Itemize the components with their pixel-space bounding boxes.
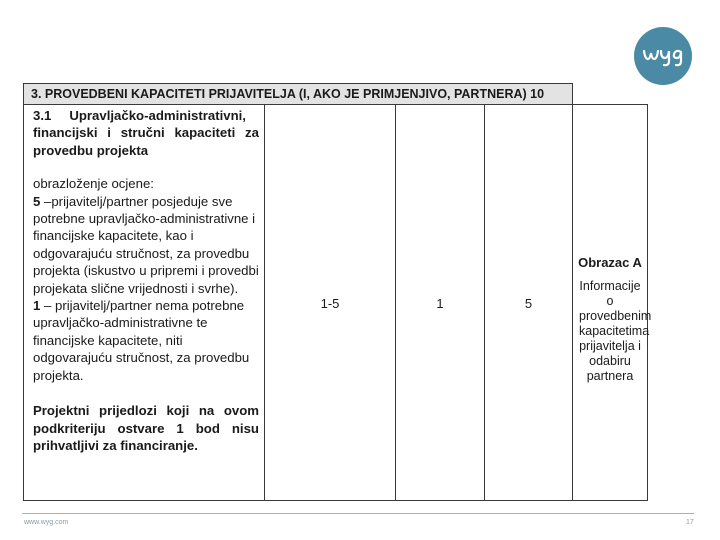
form-reference-cell [573,105,652,501]
explanation-label: obrazloženje ocjene: [33,176,154,192]
score-5-description: 5 –prijavitelj/partner posjeduje sve potrebne upravljačko-administrativne i financijske kapacitete, kao i odgovarajuću stručnost, za provedbu projekta (iskustvo u pripremi i provedbi projekata slične vrijednosti i svrhe). [33,193,259,296]
max-score-cell: 5 [485,105,573,501]
eligibility-note: Projektni prijedlozi koji na ovom podkriteriju ostvare 1 bod nisu prihvatljivi za financiranje. [33,403,259,453]
footer-website: www.wyg.com [24,519,69,526]
form-description: Informacije o provedbenim kapacitetima prijavitelja i odabiru partnera [579,279,652,383]
form-title: Obrazac A [578,255,642,270]
page-number: 17 [686,519,694,526]
score-range-cell: 1-5 [265,105,396,501]
wyg-logo [634,27,692,85]
section-header: 3. PROVEDBENI KAPACITETI PRIJAVITELJA (I, AKO JE PRIMJENJIVO, PARTNERA) 10 [24,84,573,105]
criteria-table [23,83,652,501]
footer-divider [22,513,694,514]
criterion-number: 3.1 [33,108,52,123]
criterion-description [24,105,265,501]
criterion-title: 3.1 Upravljačko-administrativni, financijski i stručni kapaciteti za provedbu projekta [33,108,259,158]
score-1-description: 1 – prijavitelj/partner nema potrebne upravljačko-administrativne te financijske kapacitete, niti odgovarajuću stručnost, za provedbu projekta. [33,298,250,383]
min-score-cell: 1 [396,105,485,501]
